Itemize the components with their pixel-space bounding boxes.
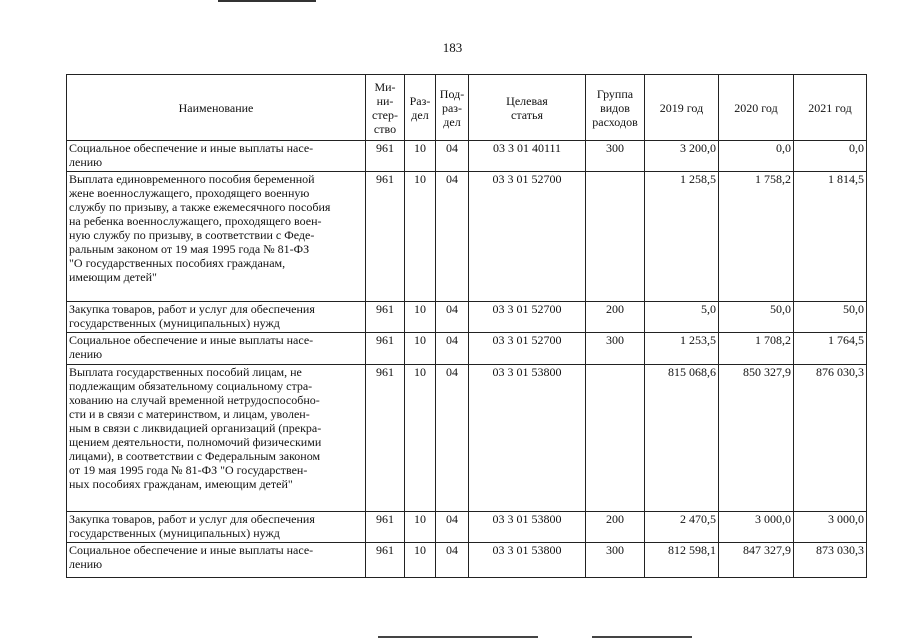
row-2021: 1 764,5 [794,333,867,364]
row-expense-group [586,364,645,511]
row-expense-group: 300 [586,141,645,172]
row-name: Социальное обеспечение и иные выплаты насе- лению [67,141,366,172]
row-2019: 2 470,5 [645,511,719,542]
row-subsection: 04 [436,364,469,511]
row-name: Закупка товаров, работ и услуг для обеспечения государственных (муниципальных) нужд [67,511,366,542]
top-rule [218,0,316,2]
row-2019: 815 068,6 [645,364,719,511]
row-section: 10 [405,141,436,172]
row-expense-group: 200 [586,511,645,542]
row-name: Социальное обеспечение и иные выплаты насе- лению [67,542,366,577]
row-2020: 50,0 [719,302,794,333]
row-2021: 873 030,3 [794,542,867,577]
row-2021: 876 030,3 [794,364,867,511]
row-name: Социальное обеспечение и иные выплаты насе- лению [67,333,366,364]
row-section: 10 [405,302,436,333]
row-2019: 5,0 [645,302,719,333]
header-2020: 2020 год [719,75,794,141]
row-name: Закупка товаров, работ и услуг для обеспечения государственных (муниципальных) нужд [67,302,366,333]
row-2020: 1 758,2 [719,172,794,302]
row-target-article: 03 3 01 53800 [469,542,586,577]
row-target-article: 03 3 01 53800 [469,511,586,542]
row-ministry: 961 [366,141,405,172]
table-row [67,333,867,364]
header-2021: 2021 год [794,75,867,141]
row-2019: 812 598,1 [645,542,719,577]
row-ministry: 961 [366,542,405,577]
header-name: Наименование [67,75,366,141]
row-expense-group [586,172,645,302]
header-expense-group: Группа видов расходов [586,75,645,141]
row-2020: 0,0 [719,141,794,172]
row-ministry: 961 [366,172,405,302]
row-2021: 50,0 [794,302,867,333]
row-target-article: 03 3 01 52700 [469,302,586,333]
row-section: 10 [405,333,436,364]
row-name: Выплата государственных пособий лицам, не подлежащим обязательному социальному стра- хованию на случай временной нетрудоспособно- сти и в связи с материнством, и лицам, уволен- ным в связи с ликвидацией организаций (прекра- щением деятельности, полномочий физическими лицами), в соответствии с Федеральным законом от 19 мая 1995 года № 81-ФЗ "О государствен- ных пособиях гражданам, имеющим детей" [67,364,366,511]
page-number: 183 [442,40,463,55]
row-name: Выплата единовременного пособия беременной жене военнослужащего, проходящего военную службу по призыву, а также ежемесячного пособия на ребенка военнослужащего, проходящего воен- ную службу по призыву, в соответствии с Феде- ральным законом от 19 мая 1995 года № 81-ФЗ "О государственных пособиях гражданам, имеющим детей" [67,172,366,302]
table-row [67,172,867,302]
row-section: 10 [405,542,436,577]
row-2020: 1 708,2 [719,333,794,364]
header-section: Раз- дел [405,75,436,141]
row-ministry: 961 [366,333,405,364]
header-ministry: Ми- ни- стер- ство [366,75,405,141]
row-ministry: 961 [366,511,405,542]
row-subsection: 04 [436,172,469,302]
row-target-article: 03 3 01 40111 [469,141,586,172]
header-target-article: Целевая статья [469,75,586,141]
row-ministry: 961 [366,364,405,511]
row-subsection: 04 [436,302,469,333]
header-2019: 2019 год [645,75,719,141]
row-2019: 3 200,0 [645,141,719,172]
row-section: 10 [405,172,436,302]
row-subsection: 04 [436,511,469,542]
bottom-rule [378,636,538,638]
row-expense-group: 200 [586,302,645,333]
table-row [67,302,867,333]
row-section: 10 [405,364,436,511]
header-row [67,75,867,141]
row-target-article: 03 3 01 53800 [469,364,586,511]
row-target-article: 03 3 01 52700 [469,333,586,364]
row-expense-group: 300 [586,333,645,364]
table-row [67,542,867,577]
table-row [67,511,867,542]
budget-table [66,74,867,578]
row-expense-group: 300 [586,542,645,577]
row-subsection: 04 [436,141,469,172]
row-section: 10 [405,511,436,542]
row-2020: 3 000,0 [719,511,794,542]
row-subsection: 04 [436,542,469,577]
row-2020: 847 327,9 [719,542,794,577]
bottom-rule [592,636,692,638]
row-ministry: 961 [366,302,405,333]
row-2021: 3 000,0 [794,511,867,542]
row-2019: 1 253,5 [645,333,719,364]
header-subsection: Под- раз- дел [436,75,469,141]
row-2021: 0,0 [794,141,867,172]
row-2019: 1 258,5 [645,172,719,302]
row-2020: 850 327,9 [719,364,794,511]
table-row [67,364,867,511]
row-target-article: 03 3 01 52700 [469,172,586,302]
table-row [67,141,867,172]
row-2021: 1 814,5 [794,172,867,302]
row-subsection: 04 [436,333,469,364]
